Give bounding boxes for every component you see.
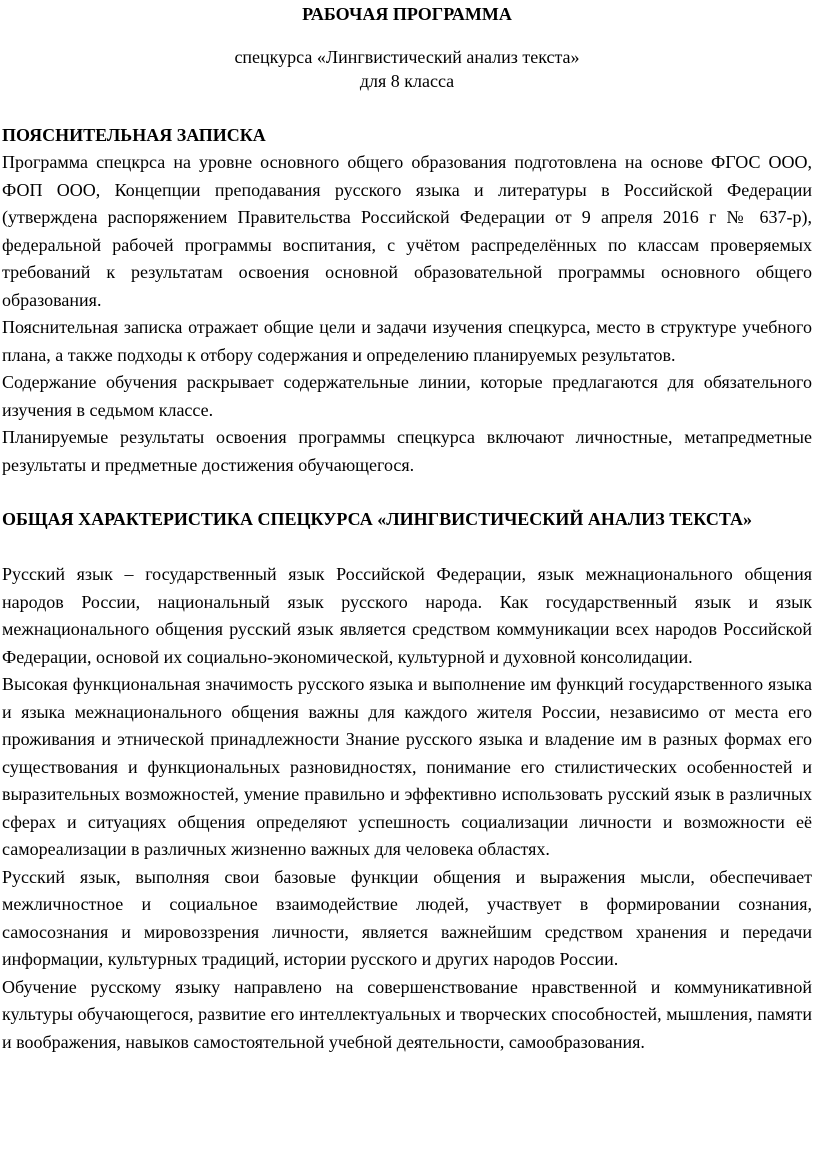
paragraph: Высокая функциональная значимость русского языка и выполнение им функций государственного языка и языка межнационального общения важны для каждого жителя России, независимо от места его проживания и этнической принадлежности Знание русского языка и владение им в разных формах его существования и функциональных разновидностях, понимание его стилистических особенностей и выразительных возможностей, умение правильно и эффективно использовать русский язык в различных сферах и ситуациях общения определяют успешность социализации личности и возможности её самореализации в различных жизненно важных для человека областях. <box>2 674 812 859</box>
document-page <box>0 3 816 1165</box>
paragraph: Русский язык – государственный язык Российской Федерации, язык межнационального общения народов России, национальный язык русского народа. Как государственный язык и язык межнационального общения русский язык является средством коммуникации всех народов Российской Федерации, основой их социально-экономической, культурной и духовной консолидации. <box>2 564 812 667</box>
paragraph: Планируемые результаты освоения программы спецкурса включают личностные, метапредметные результаты и предметные достижения обучающегося. <box>2 427 812 475</box>
paragraph: Пояснительная записка отражает общие цели и задачи изучения спецкурса, место в структуре учебного плана, а также подходы к отбору содержания и определению планируемых результатов. <box>2 317 812 365</box>
paragraph: Обучение русскому языку направлено на совершенствование нравственной и коммуникативной культуры обучающегося, развитие его интеллектуальных и творческих способностей, мышления, памяти и воображения, навыков самостоятельной учебной деятельности, самообразования. <box>2 976 812 1052</box>
paragraph: Содержание обучения раскрывает содержательные линии, которые предлагаются для обязательного изучения в седьмом классе. <box>2 372 812 420</box>
spacer <box>2 533 812 561</box>
document-subtitle: спецкурса «Лингвистический анализ текста» <box>234 47 580 67</box>
document-grade: для 8 класса <box>359 71 455 91</box>
section-heading-course-characteristics: ОБЩАЯ ХАРАКТЕРИСТИКА СПЕЦКУРСА «ЛИНГВИСТИЧЕСКИЙ АНАЛИЗ ТЕКСТА» <box>2 509 752 529</box>
paragraph: Программа спецкрса на уровне основного общего образования подготовлена на основе ФГОС ООО, ФОП ООО, Концепции преподавания русского языка и литературы в Российской Федерации (утверждена распоряжением Правительства Российской Федерации от 9 апреля 2016 г № 637-р), федеральной рабочей программы воспитания, с учётом распределённых по классам проверяемых требований к результатам освоения основной образовательной программы основного общего образования. <box>2 152 812 310</box>
section-heading-explanatory-note: ПОЯСНИТЕЛЬНАЯ ЗАПИСКА <box>2 125 266 145</box>
document-title: РАБОЧАЯ ПРОГРАММА <box>302 4 512 24</box>
paragraph: Русский язык, выполняя свои базовые функции общения и выражения мысли, обеспечивает межличностное и социальное взаимодействие людей, участвует в формировании сознания, самосознания и мировоззрения личности, является важнейшим средством хранения и передачи информации, культурных традиций, истории русского и других народов России. <box>2 866 812 969</box>
